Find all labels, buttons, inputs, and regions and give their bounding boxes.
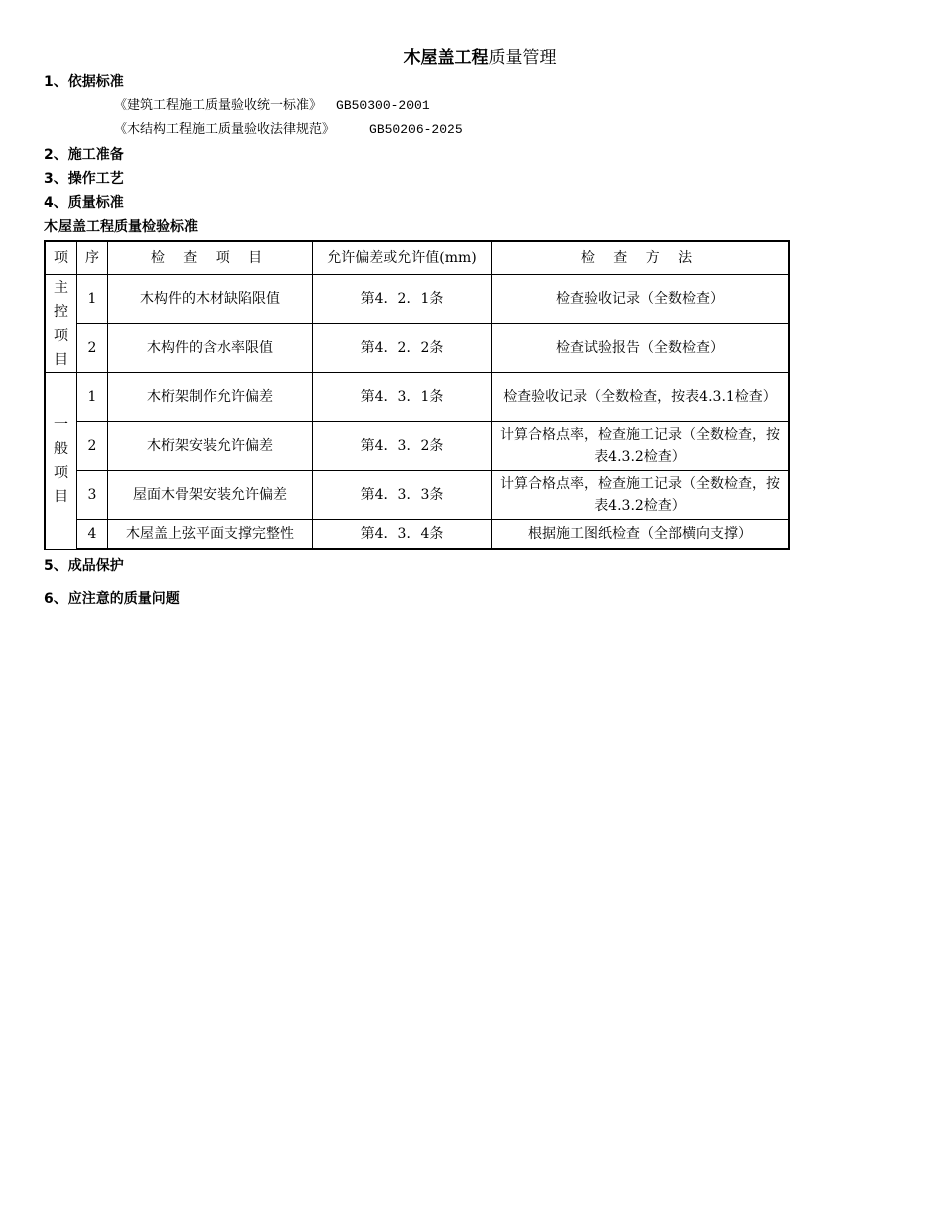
table-title: 木屋盖工程质量检验标准: [44, 219, 198, 235]
cell-allowance: 第4．2．2条: [313, 324, 492, 373]
cell-item: 屋面木骨架安装允许偏差: [108, 471, 313, 520]
section-heading-protection: 5、成品保护: [44, 558, 124, 574]
cell-seq: 4: [77, 520, 108, 550]
cell-method: 计算合格点率，检查施工记录（全数检查，按表4.3.2检查）: [492, 422, 790, 471]
category-main-control: 主控项目: [45, 275, 77, 373]
table-header-row: [45, 241, 789, 275]
table-row: [45, 324, 789, 373]
section-heading-quality-standard: 4、质量标准: [44, 195, 124, 211]
cell-allowance: 第4．3．4条: [313, 520, 492, 550]
cell-method: 检查验收记录（全数检查）: [492, 275, 790, 324]
cell-seq: 2: [77, 324, 108, 373]
table-row: [45, 373, 789, 422]
section-heading-preparation: 2、施工准备: [44, 147, 124, 163]
cell-method: 检查试验报告（全数检查）: [492, 324, 790, 373]
category-general: 一般项目: [45, 373, 77, 550]
section-heading-process: 3、操作工艺: [44, 171, 124, 187]
cell-method: 计算合格点率，检查施工记录（全数检查，按表4.3.2检查）: [492, 471, 790, 520]
cell-item: 木构件的含水率限值: [108, 324, 313, 373]
cell-item: 木屋盖上弦平面支撑完整性: [108, 520, 313, 550]
table-row: [45, 471, 789, 520]
cell-item: 木桁架制作允许偏差: [108, 373, 313, 422]
standard-code: GB50206-2025: [369, 122, 463, 137]
cell-allowance: 第4．2．1条: [313, 275, 492, 324]
page-title-rest: 质量管理: [488, 48, 557, 68]
header-item: 检 查 项 目: [108, 241, 313, 275]
cell-item: 木桁架安装允许偏差: [108, 422, 313, 471]
header-method: 检 查 方 法: [492, 241, 790, 275]
cell-allowance: 第4．3．2条: [313, 422, 492, 471]
cell-item: 木构件的木材缺陷限值: [108, 275, 313, 324]
table-row: [45, 422, 789, 471]
header-category: 项: [45, 241, 77, 275]
standard-line-1: [114, 96, 430, 116]
standard-line-2: [114, 120, 463, 140]
cell-seq: 1: [77, 275, 108, 324]
standard-name: 《建筑工程施工质量验收统一标准》: [114, 98, 323, 113]
page-title: [0, 46, 950, 70]
header-seq: 序: [77, 241, 108, 275]
page-title-bold: 木屋盖工程: [403, 48, 489, 68]
section-heading-basis: 1、依据标准: [44, 74, 124, 90]
table-row: [45, 275, 789, 324]
table-row: [45, 520, 789, 550]
cell-seq: 2: [77, 422, 108, 471]
inspection-table: [44, 240, 790, 550]
cell-allowance: 第4．3．3条: [313, 471, 492, 520]
cell-seq: 3: [77, 471, 108, 520]
cell-allowance: 第4．3．1条: [313, 373, 492, 422]
header-allowance: 允许偏差或允许值(mm): [313, 241, 492, 275]
standard-name: 《木结构工程施工质量验收法律规范》: [114, 122, 336, 137]
cell-seq: 1: [77, 373, 108, 422]
cell-method: 根据施工图纸检查（全部横向支撑）: [492, 520, 790, 550]
standard-code: GB50300-2001: [336, 98, 430, 113]
section-heading-quality-issues: 6、应注意的质量问题: [44, 591, 180, 607]
cell-method: 检查验收记录（全数检查，按表4.3.1检查）: [492, 373, 790, 422]
